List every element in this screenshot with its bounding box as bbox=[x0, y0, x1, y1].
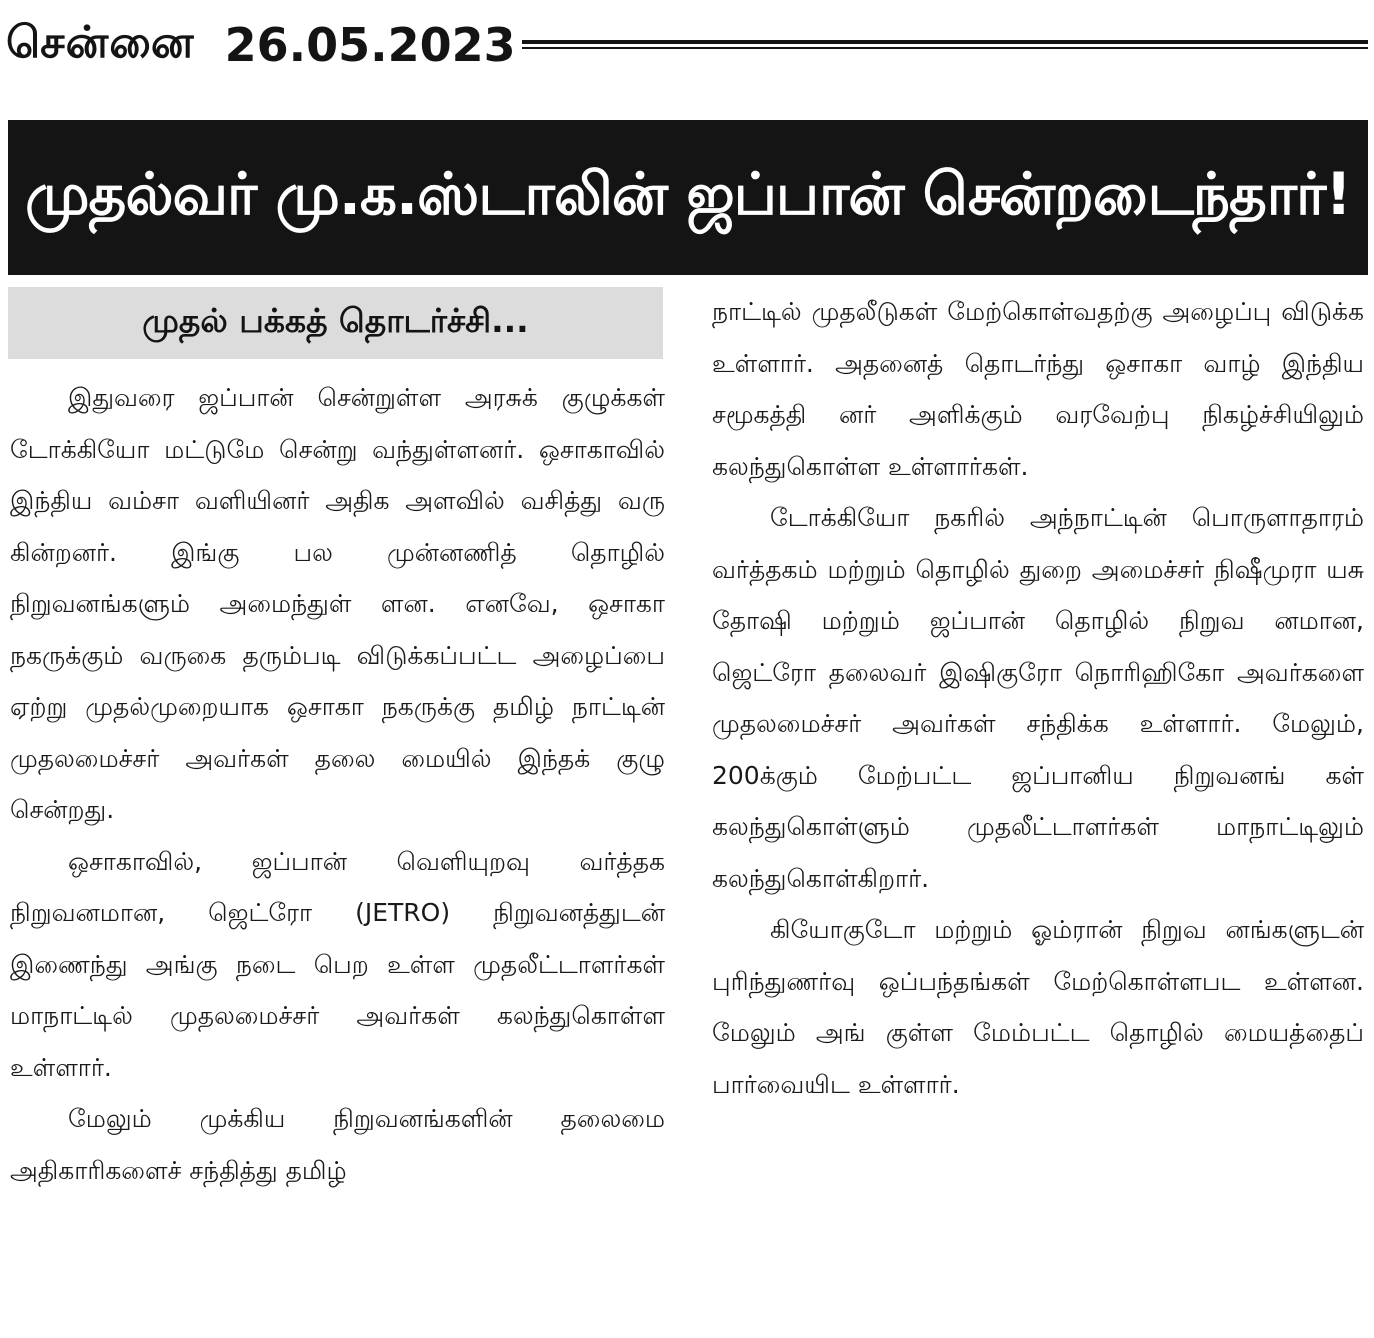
dateline-rule-thin bbox=[522, 47, 1368, 49]
left-paragraph-1: இதுவரை ஜப்பான் சென்றுள்ள அரசுக் குழுக்கள் டோக்கியோ மட்டுமே சென்று வந்துள்ளனர். ஒசாகாவில் இந்திய வம்சா வளியினர் அதிக அளவில் வசித்து வரு கின்றனர். இங்கு பல முன்னணித் தொழில் நிறுவனங்களும் அமைந்துள் ளன. எனவே, ஒசாகா நகருக்கும் வருகை தரும்படி விடுக்கப்பட்ட அழைப்பை ஏற்று முதல்முறையாக ஒசாகா நகருக்கு தமிழ் நாட்டின் முதலமைச்சர் அவர்கள் தலை மையில் இந்தக் குழு சென்றது. bbox=[10, 383, 665, 824]
left-column bbox=[10, 372, 665, 1334]
dateline bbox=[6, 10, 1368, 80]
headline: முதல்வர் மு.க.ஸ்டாலின் ஜப்பான் சென்றடைந்தார்! bbox=[25, 159, 1351, 228]
continuation-label: முதல் பக்கத் தொடர்ச்சி... bbox=[142, 301, 529, 340]
continuation-label-box bbox=[8, 287, 663, 359]
right-column bbox=[712, 286, 1364, 1334]
right-paragraph-1: நாட்டில் முதலீடுகள் மேற்கொள்வதற்கு அழைப்பு விடுக்க உள்ளார். அதனைத் தொடர்ந்து ஒசாகா வாழ் இந்திய சமூகத்தி னர் அளிக்கும் வரவேற்பு நிகழ்ச்சியிலும் கலந்துகொள்ள உள்ளார்கள். bbox=[712, 297, 1364, 481]
dateline-rule bbox=[522, 38, 1368, 53]
headline-banner bbox=[8, 120, 1368, 275]
dateline-rule-thick bbox=[522, 40, 1368, 44]
left-paragraph-3: மேலும் முக்கிய நிறுவனங்களின் தலைமை அதிகாரிகளைச் சந்தித்து தமிழ் bbox=[10, 1104, 665, 1185]
right-paragraph-3: கியோகுடோ மற்றும் ஓம்ரான் நிறுவ னங்களுடன் புரிந்துணர்வு ஒப்பந்தங்கள் மேற்கொள்ளபட உள்ளன. மேலும் அங் குள்ள மேம்பட்ட தொழில் மையத்தைப் பார்வையிட உள்ளார். bbox=[712, 915, 1364, 1099]
dateline-date: 26.05.2023 bbox=[224, 18, 516, 72]
dateline-city: சென்னை bbox=[6, 16, 195, 68]
left-paragraph-2: ஒசாகாவில், ஜப்பான் வெளியுறவு வர்த்தக நிறுவனமான, ஜெட்ரோ (JETRO) நிறுவனத்துடன் இணைந்து அங்கு நடை பெற உள்ள முதலீட்டாளர்கள் மாநாட்டில் முதலமைச்சர் அவர்கள் கலந்துகொள்ள உள்ளார். bbox=[10, 846, 665, 1082]
right-paragraph-2: டோக்கியோ நகரில் அந்நாட்டின் பொருளாதாரம் வர்த்தகம் மற்றும் தொழில் துறை அமைச்சர் நிஷீமுரா யசு தோஷி மற்றும் ஜப்பான் தொழில் நிறுவ னமான, ஜெட்ரோ தலைவர் இஷிகுரோ நொரிஹிகோ அவர்களை முதலமைச்சர் அவர்கள் சந்திக்க உள்ளார். மேலும், 200க்கும் மேற்பட்ட ஜப்பானிய நிறுவனங் கள் கலந்துகொள்ளும் முதலீட்டாளர்கள் மாநாட்டிலும் கலந்துகொள்கிறார். bbox=[712, 503, 1364, 893]
